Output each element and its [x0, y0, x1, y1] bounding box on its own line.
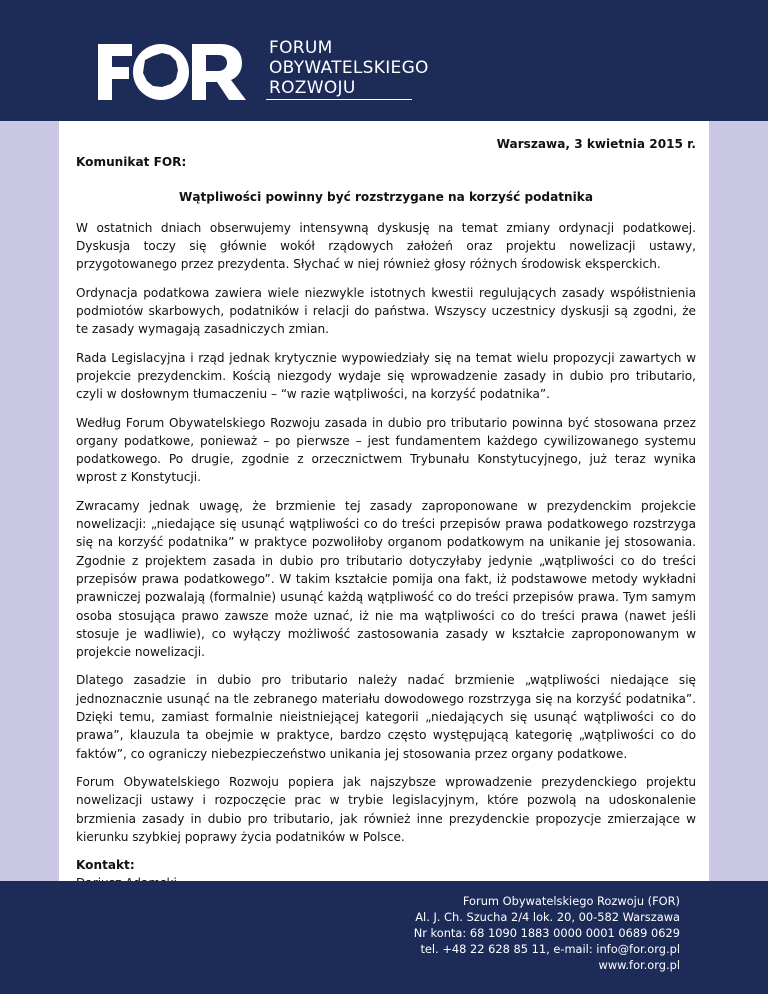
- page-footer: [0, 881, 768, 994]
- footer-website[interactable]: www.for.org.pl: [598, 958, 680, 972]
- document-page: [59, 121, 709, 881]
- brand-line-1: FORUM: [269, 38, 333, 58]
- brand-line-2: OBYWATELSKIEGO: [269, 58, 429, 78]
- for-logo-poland-map-icon: [96, 40, 256, 104]
- footer-account: Nr konta: 68 1090 1883 0000 0001 0689 0629: [413, 926, 680, 940]
- document-body: [76, 135, 696, 911]
- komunikat-label: Komunikat FOR:: [76, 155, 187, 170]
- date-line: Warszawa, 3 kwietnia 2015 r.: [496, 137, 696, 151]
- footer-phone-email[interactable]: tel. +48 22 628 85 11, e-mail: info@for.org.pl: [420, 942, 680, 956]
- footer-org-name: Forum Obywatelskiego Rozwoju (FOR): [462, 894, 680, 908]
- brand-line-3: ROZWOJU: [269, 78, 356, 98]
- document-title: Wątpliwości powinny być rozstrzygane na korzyść podatnika: [179, 189, 593, 204]
- paragraph-3: Rada Legislacyjna i rząd jednak krytycznie wypowiedziały się na temat wielu propozycji zawartych w projekcie prezydenckim. Kością niezgody wydaje się wprowadzenie zasady in dubio pro tributario, czyli w dosłownym tłumaczeniu – “w razie wątpliwości, na korzyść podatnika”.: [76, 350, 696, 402]
- paragraph-4: Według Forum Obywatelskiego Rozwoju zasada in dubio pro tributario powinna być stosowana przez organy podatkowe, ponieważ – po pierwsze – jest fundamentem każdego cywilizowanego systemu podatkowego. Po drugie, zgodnie z orzecznictwem Trybunału Konstytucyjnego, już teraz wynika wprost z Konstytucji.: [76, 415, 696, 485]
- paragraph-2: Ordynacja podatkowa zawiera wiele niezwykle istotnych kwestii regulujących zasady współistnienia podmiotów skarbowych, podatników i relacji do państwa. Wszyscy uczestnicy dyskusji są zgodni, że te zasady wymagają zasadniczych zmian.: [76, 285, 696, 337]
- page-header: [0, 0, 768, 121]
- contact-heading: Kontakt:: [76, 858, 135, 873]
- brand-underline: [266, 99, 412, 100]
- paragraph-1: W ostatnich dniach obserwujemy intensywną dyskusję na temat zmiany ordynacji podatkowej. Dyskusja toczy się głównie wokół rządowych założeń oraz projektu nowelizacji ustawy, przygotowanego przez prezydenta. Słychać w niej również głosy różnych środowisk eksperckich.: [76, 220, 696, 272]
- footer-address: Al. J. Ch. Szucha 2/4 lok. 20, 00-582 Warszawa: [415, 910, 680, 924]
- paragraph-7: Forum Obywatelskiego Rozwoju popiera jak najszybsze wprowadzenie prezydenckiego projektu nowelizacji ustawy i rozpoczęcie prac w trybie legislacyjnym, które pozwolą na udoskonalenie brzmienia zasady in dubio pro tributario, jak również inne prezydenckie propozycje zmierzające w kierunku szybkiej poprawy życia podatników w Polsce.: [76, 774, 696, 844]
- paragraph-6: Dlatego zasadzie in dubio pro tributario należy nadać brzmienie „wątpliwości niedające się jednoznacznie usunąć na tle zebranego materiału dowodowego rozstrzyga się na korzyść podatnika”. Dzięki temu, zamiast formalnie nieistniejącej kategorii „niedających się usunąć wątpliwości co do prawa”, klauzula ta obejmie w praktyce, bardzo często występującą kategorię „wątpliwości co do faktów”, co ograniczy niebezpieczeństwo unikania jej stosowania przez organy podatkowe.: [76, 673, 696, 761]
- paragraph-5: Zwracamy jednak uwagę, że brzmienie tej zasady zaproponowane w prezydenckim projekcie nowelizacji: „niedające się usunąć wątpliwości co do treści przepisów prawa podatkowego rozstrzyga się na korzyść podatnika” w praktyce pozwoliłoby organom podatkowym na unikanie jej stosowania. Zgodnie z projektem zasada in dubio pro tributario dotyczyłaby jedynie „wątpliwości co do treści przepisów prawa podatkowego”. W takim kształcie pomija ona fakt, iż podstawowe metody wykładni prawniczej pozwalają (formalnie) usunąć każdą wątpliwość co do treści przepisów prawa. Tym samym osoba stosująca prawo zawsze może uznać, iż nie ma wątpliwości co do treści prawa (nawet jeśli stosuje je wadliwie), co wyłączy możliwość zastosowania zasady w kształcie zaproponowanym w projekcie nowelizacji.: [76, 498, 696, 660]
